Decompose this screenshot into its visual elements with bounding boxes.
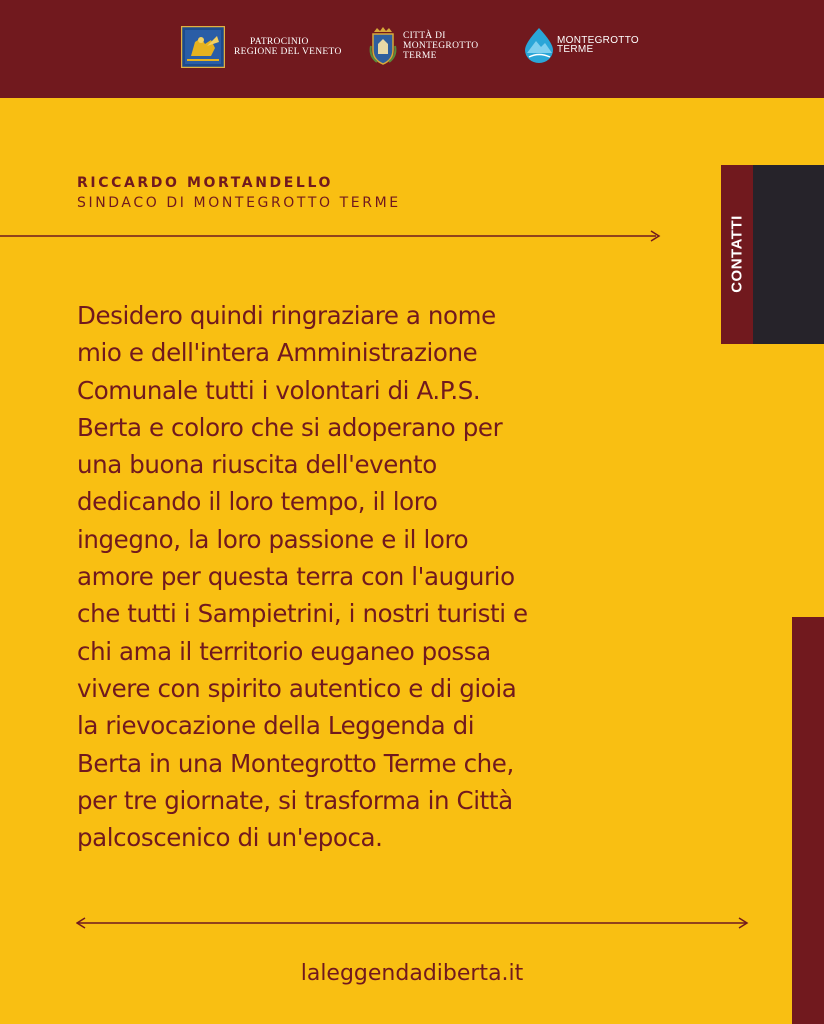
logo-text-line: MONTEGROTTO <box>557 35 640 46</box>
website-link[interactable]: laleggendadiberta.it <box>300 961 524 986</box>
author-name: RICCARDO MORTANDELLO <box>77 175 333 191</box>
author-block <box>77 174 401 214</box>
logo-text-line: PATROCINIO <box>250 37 309 47</box>
author-role: SINDACO DI MONTEGROTTO TERME <box>77 195 401 211</box>
logo-text-line: TERME <box>403 51 437 61</box>
contacts-tab[interactable] <box>721 165 824 344</box>
lion-crest-icon <box>181 26 225 68</box>
logo-text-line: CITTÀ DI <box>403 31 446 41</box>
bottom-arrow-divider <box>76 915 750 931</box>
logo-text-line: REGIONE DEL VENETO <box>234 47 342 57</box>
logo-text-line: TERME <box>557 44 594 55</box>
citta-montegrotto-logo[interactable] <box>369 26 478 66</box>
main-paragraph: Desidero quindi ringraziare a nome mio e dell'intera Amministrazione Comunale tutti i volontari di A.P.S. Berta e coloro che si adoperano per una buona riuscita dell'evento dedicando il loro tempo, il loro ingegno, la loro passione e il loro amore per questa terra con l'augurio che tutti i Sampietrini, i nostri turisti e chi ama il territorio euganeo possa vivere con spirito autentico e di gioia la rievocazione della Leggenda di Berta in una Montegrotto Terme che, per tre giornate, si trasforma in Città palcoscenico di un'epoca. <box>77 301 528 853</box>
header-bar <box>0 0 824 98</box>
top-arrow-divider <box>0 229 664 243</box>
contacts-tab-panel <box>753 165 824 344</box>
city-crest-icon <box>369 26 397 66</box>
logo-text-line: MONTEGROTTO <box>403 41 479 51</box>
regione-veneto-logo[interactable] <box>181 26 342 68</box>
contacts-tab-label: CONTATTI <box>728 215 746 293</box>
water-drop-mountain-icon <box>523 27 555 63</box>
montegrotto-terme-logo[interactable] <box>523 27 639 63</box>
